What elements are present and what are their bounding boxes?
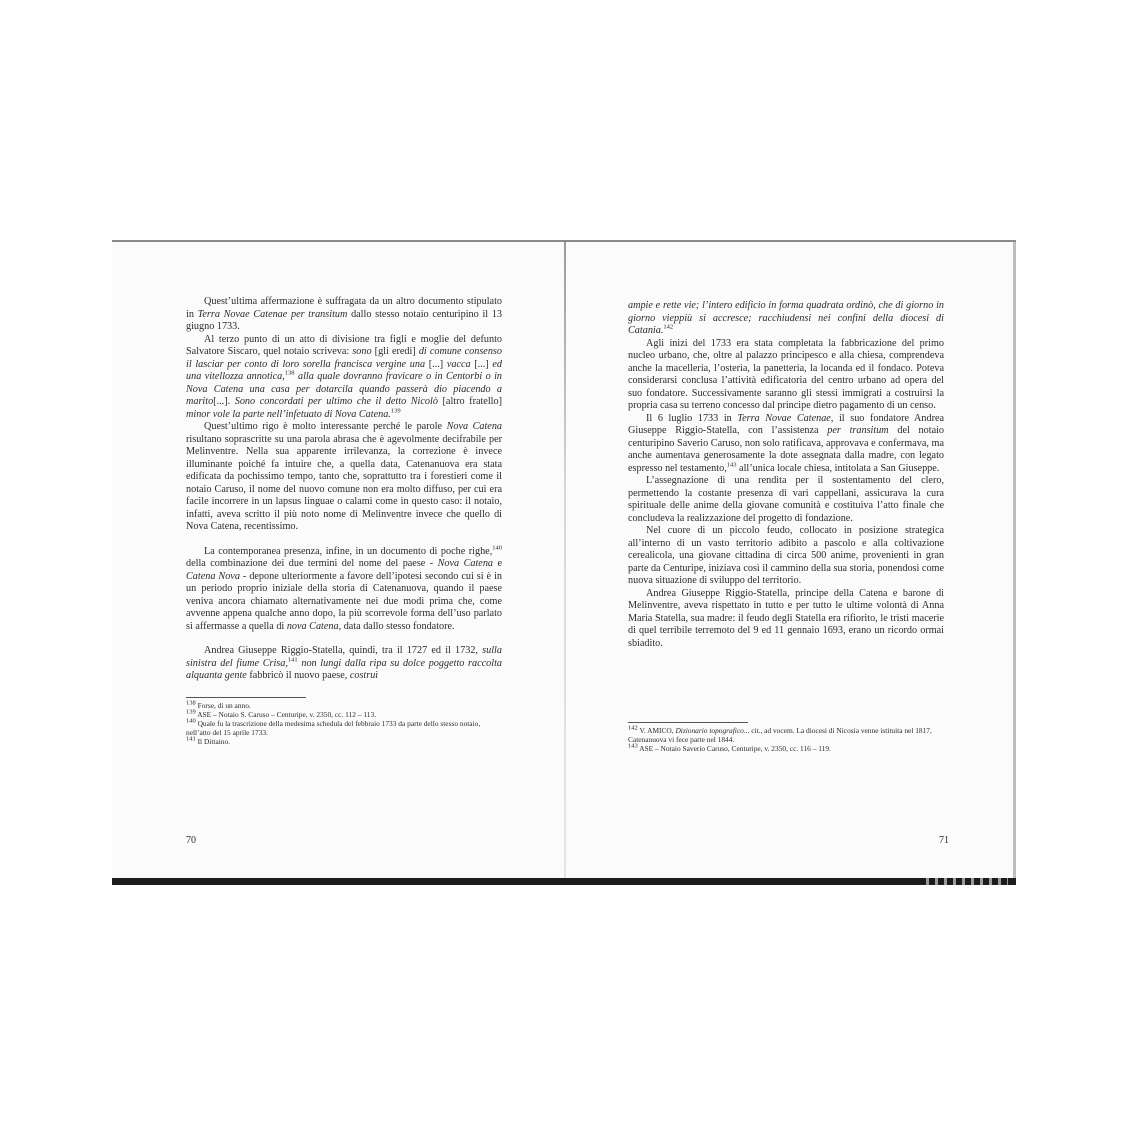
footnote-139: $^{139}$ ASE – Notaio S. Caruso – Centuripe, v. 2350, cc. 112 – 113. — [186, 708, 376, 719]
footnote-143: $^{143}$ ASE – Notaio Saverio Caruso, Centuripe, v. 2350, cc. 116 – 119. — [628, 742, 831, 753]
left-paragraph-5: Andrea Giuseppe Riggio-Statella, quindi, tra il 1727 ed il 1732, sulla sinistra del fiume Crisa,$^{141}$ non lungi dalla ripa su dolce poggetto raccolta alquanta gente fabbricò il nuovo paese, costruì — [186, 645, 502, 681]
page-number-left: 70 — [186, 835, 196, 846]
left-page — [186, 296, 502, 746]
left-paragraph-1: Quest’ultima affermazione è suffragata da un altro documento stipulato in Terra Novae Catenae per transitum dallo stesso notaio centuripino il 13 giugno 1733. — [186, 296, 503, 332]
right-paragraph-3: Il 6 luglio 1733 in Terra Novae Catenae, il suo fondatore Andrea Giuseppe Riggio-Statella, con l’assistenza per transitum del notaio centuripino Saverio Caruso, non solo ratificava, approvava e confermava, ma anche aumentava generosamente la dote assegnata dalla madre, con legato espresso nel testamento,$^{143}$ all’unica locale chiesa, intitolata a San Giuseppe. — [628, 412, 945, 474]
left-paragraph-3: Quest’ultimo rigo è molto interessante perché le parole Nova Catena risultano soprascritte su una parola abrasa che è agevolmente decifrabile per Melinventre. Nella sua apparente irrilevanza, la correzione è invece illuminante poiché fa intuire che, a quella data, Catenanuova era stata edificata da pochissimo tempo, tanto che, soprattutto tra i forestieri come il notaio Caruso, il nome del nuovo comune non era molto diffuso, per cui era facile incorrere in un lapsus linguae o calami come in questo caso: il notaio, infatti, aveva scritto il più noto nome di Melinventre invece che quello di Nova Catena, recentissimo. — [186, 421, 503, 532]
footnote-rule — [186, 697, 306, 698]
left-paragraph-4: La contemporanea presenza, infine, in un documento di poche righe,$^{140}$ della combinazione dei due termini del nome del paese - Nova Catena e Catena Nova - depone ulteriormente a favore dell’ipotesi secondo cui si è in un periodo proprio iniziale della storia di Catenanuova, quando il paese veniva ancora chiamato alternativamente nei due modi prima che, come avvenne appena qualche anno dopo, la più scorrevole forma dell’uso parlato si affermasse a quella di nova Catena, data dallo stesso fondatore. — [186, 544, 502, 632]
footnote-138: $^{138}$ Forse, di un anno. — [186, 699, 251, 710]
footnote-141: $^{141}$ Il Dittaino. — [186, 735, 231, 746]
right-page — [628, 300, 944, 753]
footnote-rule — [628, 722, 748, 723]
right-paragraph-6: Andrea Giuseppe Riggio-Statella, principe della Catena e barone di Melinventre, aveva rispettato in tutto e per tutto le ultime volontà di Anna Maria Statella, sua madre: il feudo degli Statella era rifiorito, le tristi macerie di quel terribile terremoto del 9 ed 11 gennaio 1693, erano un ricordo ormai sbiadito. — [628, 587, 944, 649]
scanner-edge-marks — [920, 878, 1008, 885]
page-number-right: 71 — [939, 835, 949, 846]
right-paragraph-1: ampie e rette vie; l’intero edificio in forma quadrata ordinò, che di giorno in giorno vieppiù si accresce; racchiudensi nei confini della diocesi di Catania.$^{142}$ — [628, 300, 944, 336]
footnote-142: $^{142}$ V. AMICO, Dizionario topografico... cit., ad vocem. La diocesi di Nicosia venne istituita nel 1817, Catenanuova vi fece parte nel 1844. — [628, 724, 932, 744]
right-paragraph-2: Agli inizi del 1733 era stata completata la fabbricazione del primo nucleo urbano, che, oltre al palazzo principesco e alla chiesa, comprendeva anche la macelleria, l’osteria, la panetteria, la locanda ed il fondaco. Poteva considerarsi conclusa l’attività edificatoria del centro urbano ad opera del suo fondatore. Successivamente saranno gli stessi immigrati a costruirsi la propria casa su terreno concesso dal principe dietro pagamento di un censo. — [628, 337, 944, 411]
left-paragraph-2: Al terzo punto di un atto di divisione tra figli e moglie del defunto Salvatore Siscaro, quel notaio scriveva: sono [gli eredi] di comune consenso il lasciar per conto di loro sorella francisca vergine una [...] vacca [...] ed una vitellozza annotica,$^{138}$ alla quale dovranno fravicare o in Centorbi o in Nova Catena una casa per dotarcila quando passerà dio piacendo a marito[...]. Sono concordati per ultimo che il detto Nicolò [altro fratello] minor vole la parte nell’infetuato di Nova Catena.$^{139}$ — [186, 333, 503, 420]
right-paragraph-4: L’assegnazione di una rendita per il sostentamento del clero, permettendo la costante presenza di vari cappellani, assicurava la cura spirituale delle anime della giovane comunità e costituiva l’atto finale che concludeva la realizzazione del progetto di fondazione. — [628, 475, 944, 524]
page-edge — [1013, 242, 1016, 878]
right-paragraph-5: Nel cuore di un piccolo feudo, collocato in posizione strategica all’interno di un vasto territorio adibito a pascolo e alla coltivazione cerealicola, una giovane cittadina di circa 500 anime, provenienti in gran parte da Centuripe, iniziava così il cammino della sua storia, ponendosi come nuova situazione di sviluppo del territorio. — [628, 525, 944, 586]
footnote-140: $^{140}$ Quale fu la trascrizione della medesima schedula del febbraio 1733 da parte dello stesso notaio, nell’atto del 15 aprile 1733. — [186, 717, 481, 737]
book-gutter — [564, 242, 566, 878]
book-spread-scan — [112, 240, 1016, 885]
